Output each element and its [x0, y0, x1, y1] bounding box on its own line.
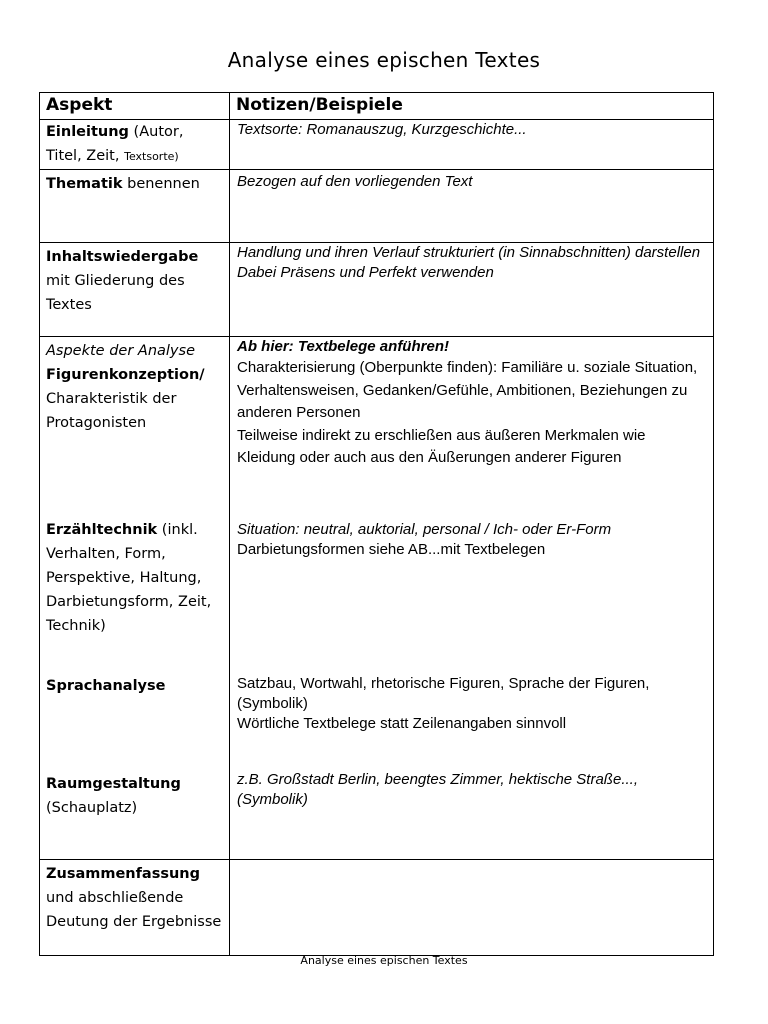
- row-einleitung: [40, 120, 714, 170]
- row-analyse: [40, 337, 714, 860]
- label-raum-rest: (Schauplatz): [46, 800, 138, 816]
- label-figurenkonzeption: Figurenkonzeption/: [46, 367, 205, 383]
- cell-aspekt-einleitung: [40, 120, 230, 170]
- cell-notes-inhalt: [230, 243, 714, 337]
- label-inhalt-rest: mit Gliederung des Textes: [46, 273, 185, 313]
- label-zusammenfassung-rest: und abschließende Deutung der Ergebnisse: [46, 890, 222, 930]
- notes-inhalt-2: Dabei Präsens und Perfekt verwenden: [237, 264, 494, 281]
- header-row: [40, 93, 714, 120]
- block-raum-notes: [237, 770, 706, 810]
- block-erzaehl-notes: [237, 520, 706, 674]
- label-zusammenfassung: Zusammenfassung: [46, 866, 201, 882]
- notes-figuren-1: Charakterisierung (Oberpunkte finden): Familiäre u. soziale Situation, Verhaltensweisen, Gedanken/Gefühle, Ambitionen, Beziehungen zu anderen Personen: [237, 359, 698, 421]
- notes-figuren-2: Teilweise indirekt zu erschließen aus äußeren Merkmalen wie Kleidung oder auch aus den Äußerungen anderer Figuren: [237, 426, 646, 466]
- label-thematik: Thematik: [46, 176, 123, 192]
- header-notizen: Notizen/Beispiele: [230, 93, 714, 120]
- cell-notes-thematik: [230, 170, 714, 243]
- notes-erzaehl-2: Darbietungsformen siehe AB...mit Textbelegen: [237, 541, 546, 558]
- page-footer: Analyse eines epischen Textes: [300, 954, 468, 967]
- label-einleitung: Einleitung: [46, 124, 129, 140]
- page-title: Analyse eines epischen Textes: [227, 48, 541, 72]
- block-figuren-label: [46, 337, 223, 518]
- cell-aspekt-inhalt: [40, 243, 230, 337]
- block-sprache-label: [46, 674, 223, 772]
- cell-notes-analyse: [230, 337, 714, 860]
- analysis-table: [39, 92, 714, 956]
- block-erzaehl-label: [46, 518, 223, 674]
- label-inhalt: Inhaltswiedergabe: [46, 249, 199, 265]
- label-erzaehl-rest: (inkl. Verhalten, Form, Perspektive, Haltung, Darbietungsform, Zeit, Technik): [46, 522, 212, 634]
- notes-sprache-2: Wörtliche Textbelege statt Zeilenangaben sinnvoll: [237, 715, 567, 732]
- cell-aspekt-thematik: [40, 170, 230, 243]
- label-aspekte-der-analyse: Aspekte der Analyse: [46, 343, 195, 359]
- row-inhalt: [40, 243, 714, 337]
- notes-sprache-1: Satzbau, Wortwahl, rhetorische Figuren, Sprache der Figuren, (Symbolik): [237, 675, 650, 712]
- label-figuren-rest: Charakteristik der Protagonisten: [46, 391, 177, 431]
- notes-inhalt-1: Handlung und ihren Verlauf strukturiert (in Sinnabschnitten) darstellen: [237, 244, 701, 261]
- cell-notes-zusammenfassung: [230, 860, 714, 956]
- cell-aspekt-zusammenfassung: [40, 860, 230, 956]
- notes-thematik: Bezogen auf den vorliegenden Text: [237, 173, 473, 190]
- cell-notes-einleitung: [230, 120, 714, 170]
- notes-erzaehl-1: Situation: neutral, auktorial, personal / Ich- oder Er-Form: [237, 521, 612, 538]
- label-sprachanalyse: Sprachanalyse: [46, 678, 166, 694]
- notes-einleitung: Textsorte: Romanauszug, Kurzgeschichte...: [237, 121, 527, 138]
- notes-textbelege-heading: Ab hier: Textbelege anführen!: [237, 338, 449, 355]
- notes-raum: z.B. Großstadt Berlin, beengtes Zimmer, hektische Straße...,(Symbolik): [237, 771, 638, 808]
- label-einleitung-rest: (Autor, Titel, Zeit,: [46, 124, 184, 164]
- label-raumgestaltung: Raumgestaltung: [46, 776, 181, 792]
- label-thematik-rest: benennen: [122, 176, 200, 192]
- label-erzaehltechnik: Erzähltechnik: [46, 522, 158, 538]
- row-thematik: [40, 170, 714, 243]
- cell-aspekt-analyse: [40, 337, 230, 860]
- header-aspekt: Aspekt: [40, 93, 230, 120]
- block-raum-label: [46, 772, 223, 820]
- block-figuren-notes: [237, 337, 706, 520]
- block-sprache-notes: [237, 674, 706, 770]
- label-einleitung-small: Textsorte): [124, 150, 179, 163]
- row-zusammenfassung: [40, 860, 714, 956]
